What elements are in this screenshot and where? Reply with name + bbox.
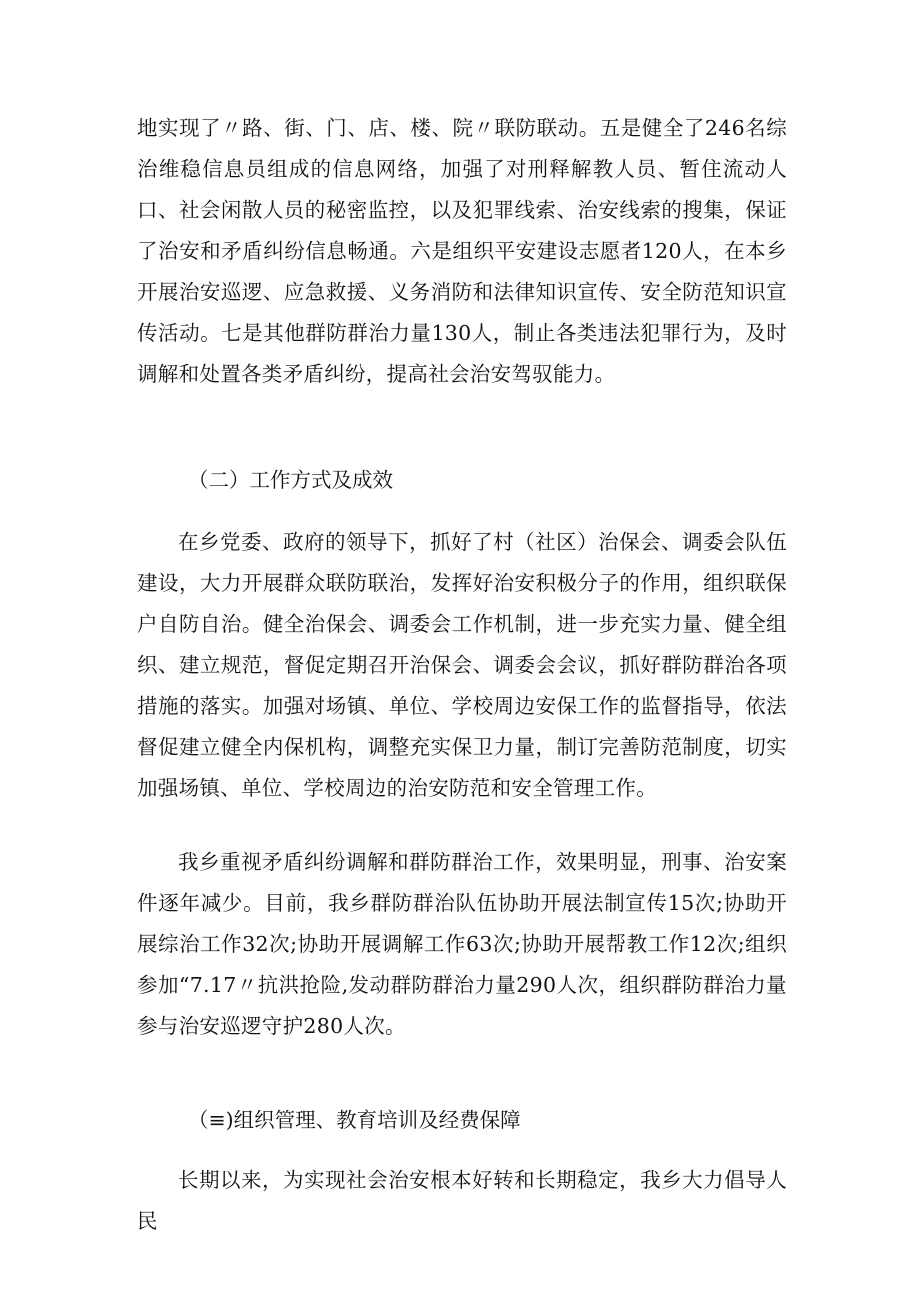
- paragraph-body: 在乡党委、政府的领导下，抓好了村（社区）治保会、调委会队伍建设，大力开展群众联防联治，发挥好治安积极分子的作用，组织联保户自防自治。健全治保会、调委会工作机制，进一步充实力量、健全组织、建立规范，督促定期召开治保会、调委会会议，抓好群防群治各项措施的落实。加强对场镇、单位、学校周边安保工作的监督指导，依法督促建立健全内保机构，调整充实保卫力量，制订完善防范制度，切实加强场镇、单位、学校周边的治安防范和安全管理工作。: [137, 530, 787, 800]
- section-heading-2: （二）工作方式及成效: [188, 468, 393, 492]
- paragraph-body: 我乡重视矛盾纠纷调解和群防群治工作，效果明显，刑事、治安案件逐年减少。目前，我乡群防群治队伍协助开展法制宣传15次;协助开展综治工作32次;协助开展调解工作63次;协助开展帮教工作12次;组织参加“7.17〃抗洪抢险,发动群防群治力量290人次，组织群防群治力量参与治安巡逻守护280人次。: [137, 850, 787, 1038]
- paragraph-body: 长期以来，为实现社会治安根本好转和长期稳定，我乡大力倡导人民: [137, 1168, 787, 1233]
- section-heading-3: （≡)组织管理、教育培训及经费保障: [188, 1108, 521, 1132]
- paragraph-body: 地实现了〃路、街、门、店、楼、院〃联防联动。五是健全了246名综治维稳信息员组成的信息网络，加强了对刑释解教人员、暂住流动人口、社会闲散人员的秘密监控，以及犯罪线索、治安线索的搜集，保证了治安和矛盾纠纷信息畅通。六是组织平安建设志愿者120人，在本乡开展治安巡逻、应急救援、义务消防和法律知识宣传、安全防范知识宣传活动。七是其他群防群治力量130人，制止各类违法犯罪行为，及时调解和处置各类矛盾纠纷，提高社会治安驾驭能力。: [137, 116, 787, 386]
